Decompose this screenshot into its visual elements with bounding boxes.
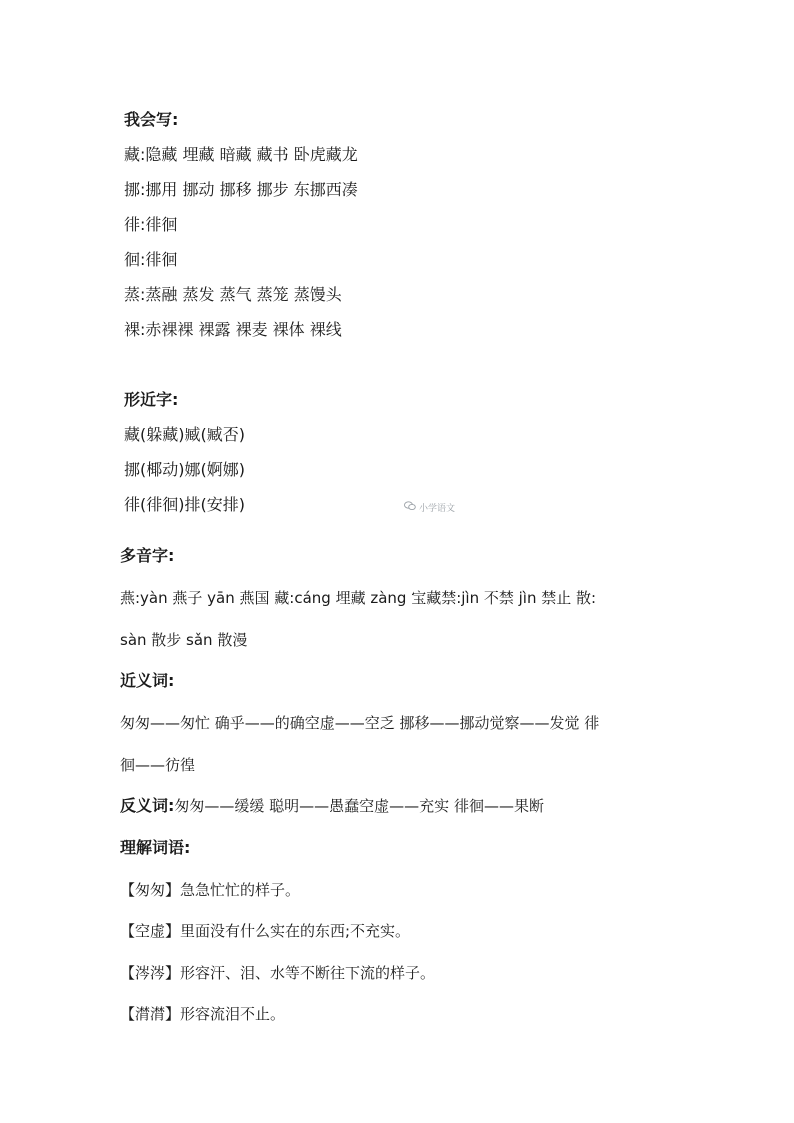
synonym-line-1: 匆匆——匆忙 确乎——的确空虚——空乏 挪移——挪动觉察——发觉 徘 <box>120 714 600 732</box>
meaning-line-4: 【潸潸】形容流泪不止。 <box>120 1005 286 1023</box>
write-line-luo: 裸:赤裸裸 裸露 裸麦 裸体 裸线 <box>124 320 342 339</box>
antonym-line <box>120 796 544 816</box>
write-line-pai: 徘:徘徊 <box>124 215 178 234</box>
similar-line-3: 徘(徘徊)排(安排) <box>124 495 245 514</box>
write-line-huai: 徊:徘徊 <box>124 250 178 269</box>
write-line-cang: 藏:隐藏 埋藏 暗藏 藏书 卧虎藏龙 <box>124 145 358 164</box>
polyphone-line-2: sàn 散步 sǎn 散漫 <box>120 631 248 649</box>
watermark <box>404 501 455 514</box>
antonym-text: 匆匆——缓缓 聪明——愚蠢空虚——充实 徘徊——果断 <box>174 797 544 815</box>
section-heading-synonyms: 近义词: <box>120 671 175 690</box>
watermark-text: 小学语文 <box>419 504 456 514</box>
write-line-zheng: 蒸:蒸融 蒸发 蒸气 蒸笼 蒸馒头 <box>124 285 342 304</box>
synonym-line-2: 徊——彷徨 <box>120 756 196 774</box>
similar-line-2: 挪(椰动)娜(婀娜) <box>124 460 245 479</box>
polyphone-line-1: 燕:yàn 燕子 yān 燕国 藏:cáng 埋藏 zàng 宝藏禁:jìn 不禁 jìn 禁止 散: <box>120 589 597 607</box>
similar-line-1: 藏(躲藏)臧(臧否) <box>124 425 245 444</box>
meaning-line-2: 【空虚】里面没有什么实在的东西;不充实。 <box>120 922 411 940</box>
meaning-line-1: 【匆匆】急急忙忙的样子。 <box>120 881 301 899</box>
section-heading-similar-chars: 形近字: <box>124 390 179 409</box>
meaning-line-3: 【涔涔】形容汗、泪、水等不断往下流的样子。 <box>120 964 436 982</box>
section-heading-write: 我会写: <box>124 110 179 129</box>
section-heading-antonyms: 反义词: <box>120 796 175 815</box>
write-line-nuo: 挪:挪用 挪动 挪移 挪步 东挪西凑 <box>124 180 358 199</box>
section-heading-word-meanings: 理解词语: <box>120 838 191 857</box>
wechat-icon <box>404 501 416 514</box>
section-heading-polyphones: 多音字: <box>120 546 175 565</box>
